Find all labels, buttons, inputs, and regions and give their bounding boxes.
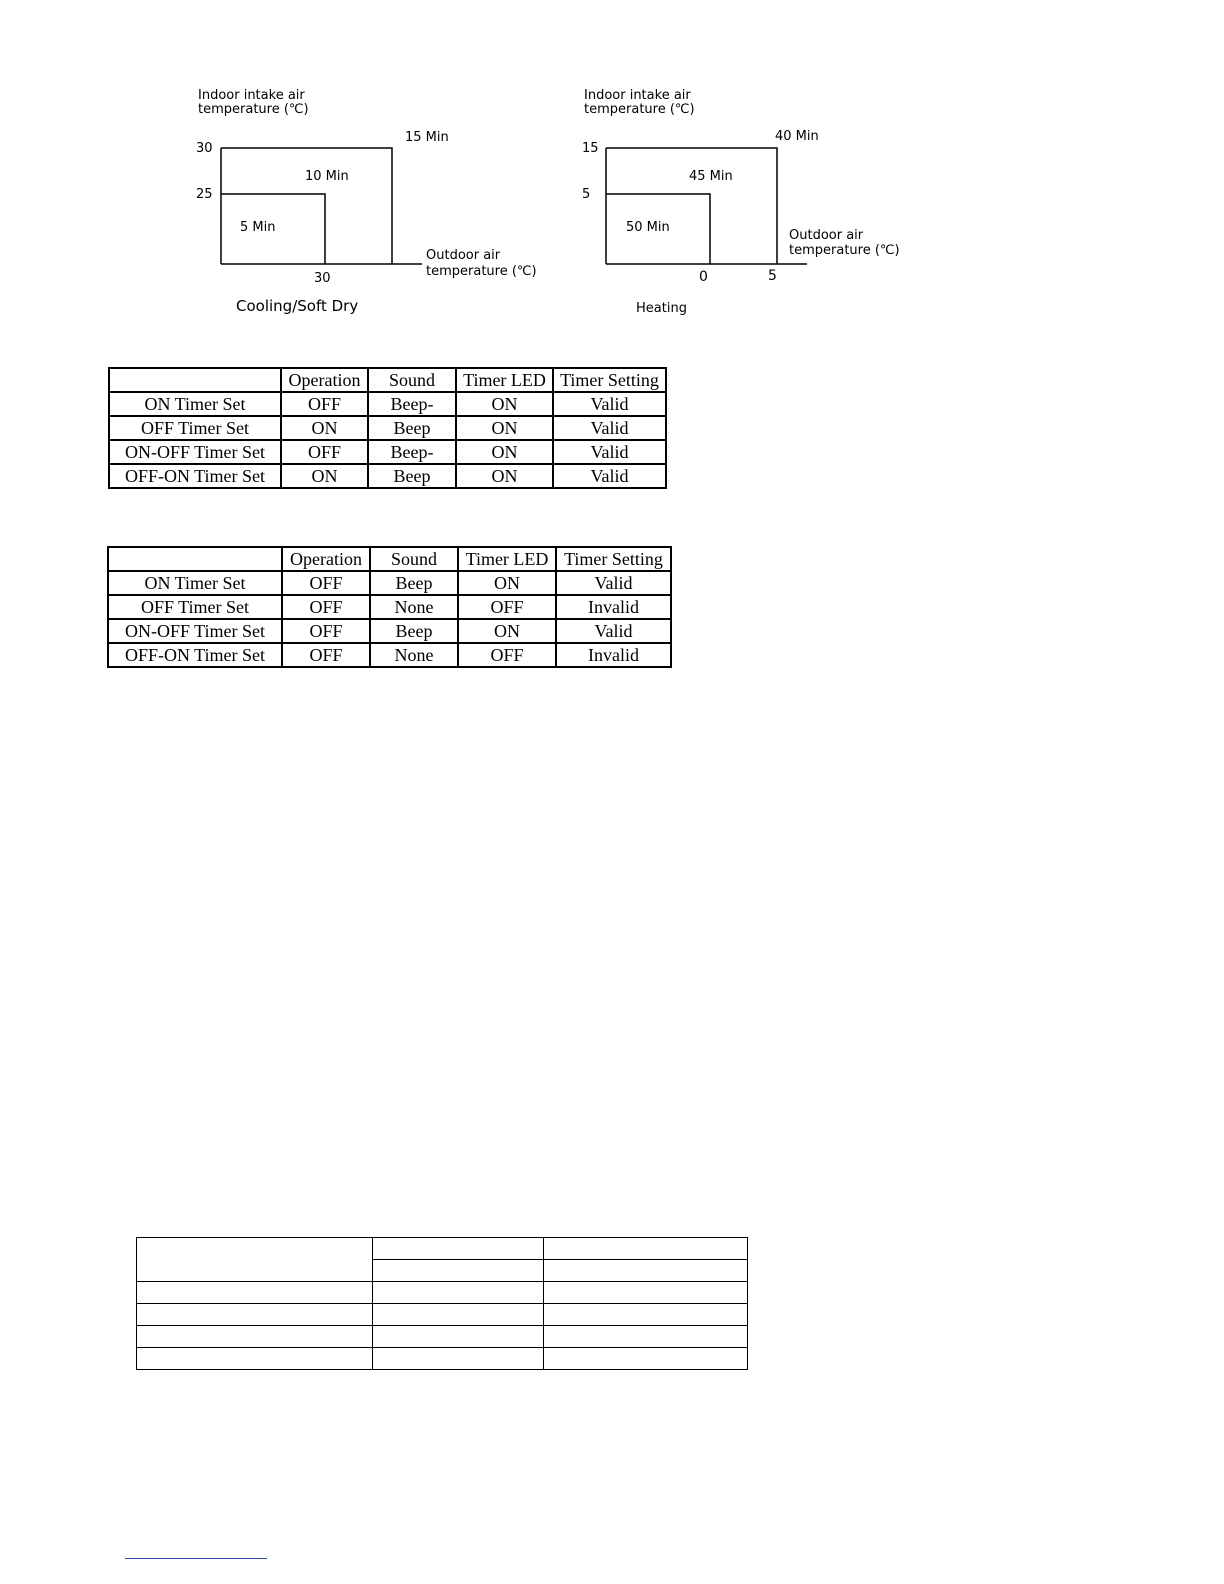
- heating-zone-outer: [606, 148, 777, 264]
- table-cell: OFF Timer Set: [108, 595, 282, 619]
- table-cell: ON: [456, 464, 553, 488]
- header-cell: Operation: [282, 547, 370, 571]
- header-cell: Operation: [281, 368, 368, 392]
- table-cell: Beep-: [368, 392, 456, 416]
- cooling-y-tick-low: 25: [196, 187, 213, 202]
- blank-cell: [373, 1282, 544, 1304]
- table-cell: ON: [456, 416, 553, 440]
- table-cell: OFF: [281, 440, 368, 464]
- table-cell: Invalid: [556, 595, 671, 619]
- table-cell: Valid: [556, 571, 671, 595]
- blank-cell: [373, 1348, 544, 1370]
- blank-cell: [137, 1304, 373, 1326]
- blank-cell: [544, 1304, 748, 1326]
- table-cell: Beep: [370, 619, 458, 643]
- blank-table: [136, 1237, 748, 1370]
- timer-table-1: [108, 367, 667, 489]
- table-cell: ON: [458, 571, 556, 595]
- table-header-row: [109, 368, 666, 392]
- table-row: [109, 464, 666, 488]
- blank-cell: [137, 1238, 373, 1282]
- heating-zone-middle-label: 45 Min: [689, 169, 733, 184]
- heating-x-tick-low: 0: [699, 269, 708, 285]
- heating-caption: Heating: [636, 301, 687, 316]
- table-cell: ON: [456, 392, 553, 416]
- header-cell: Timer LED: [456, 368, 553, 392]
- table-header-row: [108, 547, 671, 571]
- blank-cell: [137, 1348, 373, 1370]
- table-cell: None: [370, 595, 458, 619]
- header-cell: Timer LED: [458, 547, 556, 571]
- blank-cell: [137, 1326, 373, 1348]
- blank-table-row: [137, 1348, 748, 1370]
- table-row: [109, 440, 666, 464]
- table-cell: ON: [456, 440, 553, 464]
- header-cell: Timer Setting: [556, 547, 671, 571]
- table-cell: ON: [281, 464, 368, 488]
- table-cell: OFF Timer Set: [109, 416, 281, 440]
- table-cell: OFF: [282, 619, 370, 643]
- table-cell: Beep: [368, 464, 456, 488]
- cooling-caption: Cooling/Soft Dry: [236, 297, 359, 315]
- heating-x-axis-label: Outdoor air: [789, 228, 864, 243]
- blank-cell: [137, 1282, 373, 1304]
- table-row: [108, 571, 671, 595]
- cooling-y-axis-label-2: temperature (℃): [198, 102, 309, 117]
- blank-table-row: [137, 1304, 748, 1326]
- heating-y-axis-label-2: temperature (℃): [584, 102, 695, 117]
- table-cell: None: [370, 643, 458, 667]
- cooling-x-tick: 30: [314, 271, 331, 286]
- table-cell: ON-OFF Timer Set: [108, 619, 282, 643]
- table-cell: OFF: [282, 595, 370, 619]
- heating-zone-outer-label: 40 Min: [775, 129, 819, 144]
- table-cell: Beep-: [368, 440, 456, 464]
- table-cell: Beep: [368, 416, 456, 440]
- table-cell: ON Timer Set: [109, 392, 281, 416]
- table-cell: OFF: [281, 392, 368, 416]
- cooling-zone-middle-label: 10 Min: [305, 169, 349, 184]
- cooling-y-axis-label: Indoor intake air: [198, 88, 305, 103]
- cooling-zone-inner-label: 5 Min: [240, 220, 276, 235]
- header-cell: Sound: [370, 547, 458, 571]
- table-cell: ON-OFF Timer Set: [109, 440, 281, 464]
- cooling-diagram: [190, 80, 560, 325]
- heating-y-tick-low: 5: [582, 187, 591, 202]
- table-cell: Valid: [556, 619, 671, 643]
- blank-cell: [544, 1238, 748, 1260]
- header-cell: Timer Setting: [553, 368, 666, 392]
- table-cell: OFF: [458, 595, 556, 619]
- cooling-x-axis-label-2: temperature (℃): [426, 264, 537, 279]
- table-cell: OFF-ON Timer Set: [108, 643, 282, 667]
- table-row: [108, 643, 671, 667]
- heating-diagram: [576, 80, 916, 325]
- blank-cell: [373, 1326, 544, 1348]
- cooling-y-tick-high: 30: [196, 141, 213, 156]
- table-cell: ON: [281, 416, 368, 440]
- table-cell: OFF-ON Timer Set: [109, 464, 281, 488]
- table-cell: Invalid: [556, 643, 671, 667]
- table-cell: Beep: [370, 571, 458, 595]
- table-cell: OFF: [282, 643, 370, 667]
- blank-cell: [373, 1304, 544, 1326]
- header-cell: [108, 547, 282, 571]
- timer-table-2: [107, 546, 672, 668]
- blank-cell: [544, 1282, 748, 1304]
- table-row: [108, 619, 671, 643]
- table-row: [109, 392, 666, 416]
- heating-x-tick-high: 5: [768, 268, 777, 284]
- cooling-zone-outer-label: 15 Min: [405, 130, 449, 145]
- blank-cell: [373, 1238, 544, 1260]
- cooling-x-axis-label: Outdoor air: [426, 248, 501, 263]
- table-cell: Valid: [553, 464, 666, 488]
- blank-cell: [544, 1326, 748, 1348]
- cooling-zone-outer: [221, 148, 392, 264]
- table-cell: OFF: [282, 571, 370, 595]
- table-cell: ON Timer Set: [108, 571, 282, 595]
- blank-cell: [373, 1260, 544, 1282]
- table-row: [109, 416, 666, 440]
- table-cell: ON: [458, 619, 556, 643]
- heating-zone-inner-label: 50 Min: [626, 220, 670, 235]
- heating-y-axis-label: Indoor intake air: [584, 88, 691, 103]
- table-row: [108, 595, 671, 619]
- blank-cell: [544, 1348, 748, 1370]
- table-cell: Valid: [553, 416, 666, 440]
- blank-table-row: [137, 1326, 748, 1348]
- table-cell: Valid: [553, 392, 666, 416]
- blank-table-row: [137, 1238, 748, 1260]
- heating-x-axis-label-2: temperature (℃): [789, 243, 900, 258]
- footnote-rule: [125, 1558, 267, 1559]
- header-cell: Sound: [368, 368, 456, 392]
- table-cell: OFF: [458, 643, 556, 667]
- heating-y-tick-high: 15: [582, 141, 599, 156]
- blank-table-row: [137, 1282, 748, 1304]
- header-cell: [109, 368, 281, 392]
- blank-cell: [544, 1260, 748, 1282]
- table-cell: Valid: [553, 440, 666, 464]
